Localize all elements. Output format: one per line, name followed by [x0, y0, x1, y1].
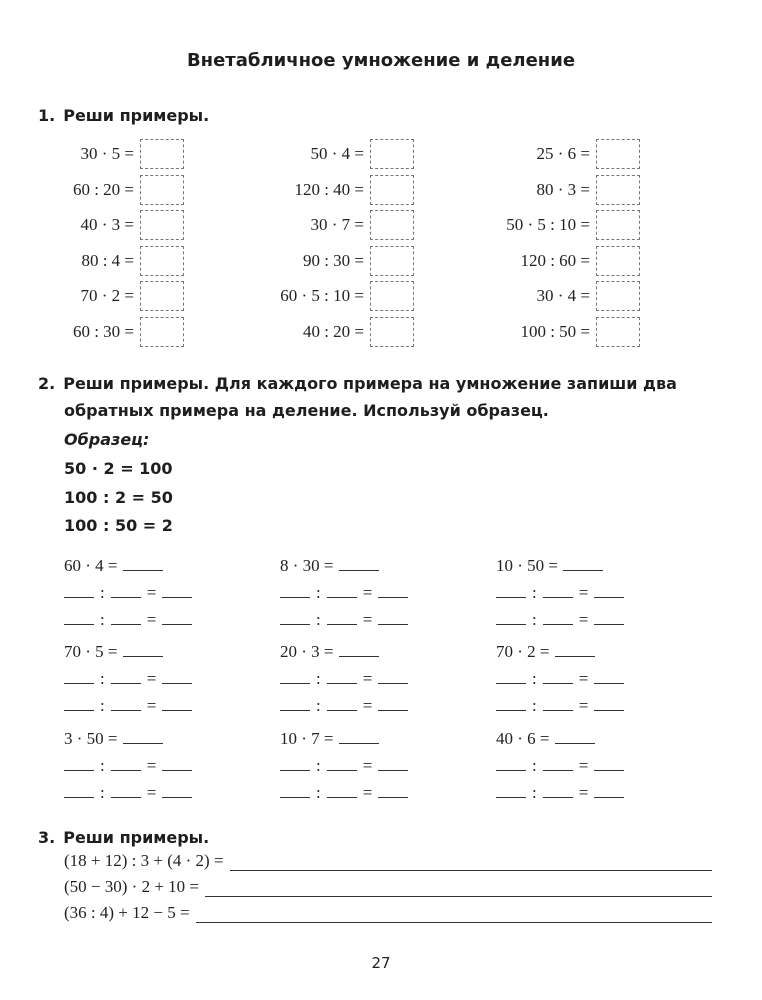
- task3-number: 3.: [38, 828, 56, 847]
- equals-sign: =: [578, 696, 589, 715]
- task1-expression: 50 · 5 : 10 =: [506, 215, 590, 234]
- page-title: Внетабличное умножение и деление: [186, 50, 576, 71]
- answer-blank[interactable]: [378, 756, 408, 771]
- task2-division-line: [64, 669, 192, 689]
- answer-blank[interactable]: [280, 583, 310, 598]
- task1-example: [466, 209, 640, 241]
- task2-problem: [280, 729, 379, 749]
- colon-sign: :: [316, 756, 321, 775]
- answer-blank[interactable]: [280, 756, 310, 771]
- answer-blank[interactable]: [64, 756, 94, 771]
- task2-problem: [496, 556, 603, 576]
- answer-blank[interactable]: [111, 610, 141, 625]
- task2-expression: 8 · 30 =: [280, 556, 334, 575]
- task1-example: [240, 280, 414, 312]
- answer-line[interactable]: [230, 856, 712, 871]
- answer-blank[interactable]: [594, 610, 624, 625]
- answer-box[interactable]: [370, 210, 414, 240]
- task1-example: [466, 174, 640, 206]
- task1-example: [10, 245, 184, 277]
- sample-line-2: 100 : 2 = 50: [64, 488, 173, 507]
- answer-box[interactable]: [596, 281, 640, 311]
- answer-box[interactable]: [596, 246, 640, 276]
- answer-blank[interactable]: [555, 729, 595, 744]
- task2-expression: 3 · 50 =: [64, 729, 118, 748]
- task2-division-line: [64, 696, 192, 716]
- task2-problem: [64, 729, 163, 749]
- equals-sign: =: [362, 783, 373, 802]
- answer-box[interactable]: [140, 139, 184, 169]
- task1-instruction: Реши примеры.: [63, 106, 210, 125]
- task2-division-line: [280, 583, 408, 603]
- sample-label: Образец:: [64, 430, 150, 449]
- task2-expression: 60 · 4 =: [64, 556, 118, 575]
- answer-box[interactable]: [140, 317, 184, 347]
- task3-example: [64, 903, 712, 923]
- task2-division-line: [64, 583, 192, 603]
- answer-blank[interactable]: [64, 783, 94, 798]
- answer-box[interactable]: [140, 175, 184, 205]
- task2-expression: 70 · 5 =: [64, 642, 118, 661]
- colon-sign: :: [532, 583, 537, 602]
- answer-box[interactable]: [370, 281, 414, 311]
- answer-blank[interactable]: [563, 556, 603, 571]
- answer-blank[interactable]: [280, 610, 310, 625]
- task1-example: [466, 280, 640, 312]
- task2-division-line: [496, 669, 624, 689]
- task2-division-line: [280, 756, 408, 776]
- answer-box[interactable]: [140, 281, 184, 311]
- task2-division-line: [280, 669, 408, 689]
- colon-sign: :: [100, 583, 105, 602]
- colon-sign: :: [316, 610, 321, 629]
- answer-blank[interactable]: [123, 556, 163, 571]
- sample-line-3: 100 : 50 = 2: [64, 516, 173, 535]
- task1-example: [240, 174, 414, 206]
- answer-line[interactable]: [196, 908, 712, 923]
- task2-division-line: [64, 610, 192, 630]
- colon-sign: :: [100, 669, 105, 688]
- task2-problem: [496, 729, 595, 749]
- task2-problem: [496, 642, 595, 662]
- colon-sign: :: [100, 783, 105, 802]
- answer-blank[interactable]: [496, 756, 526, 771]
- answer-box[interactable]: [370, 139, 414, 169]
- task3-instruction: Реши примеры.: [63, 828, 210, 847]
- colon-sign: :: [532, 783, 537, 802]
- colon-sign: :: [100, 696, 105, 715]
- colon-sign: :: [532, 696, 537, 715]
- task1-example: [240, 138, 414, 170]
- answer-blank[interactable]: [162, 783, 192, 798]
- answer-blank[interactable]: [378, 583, 408, 598]
- answer-blank[interactable]: [594, 669, 624, 684]
- answer-box[interactable]: [596, 139, 640, 169]
- answer-blank[interactable]: [496, 783, 526, 798]
- equals-sign: =: [146, 669, 157, 688]
- task1-expression: 50 · 4 =: [310, 144, 364, 163]
- task2-division-line: [280, 696, 408, 716]
- task1-expression: 120 : 40 =: [294, 179, 364, 199]
- answer-blank[interactable]: [64, 610, 94, 625]
- colon-sign: :: [100, 756, 105, 775]
- task3-heading: [38, 828, 209, 847]
- task2-heading: [38, 374, 677, 393]
- answer-box[interactable]: [596, 317, 640, 347]
- answer-box[interactable]: [596, 175, 640, 205]
- equals-sign: =: [362, 756, 373, 775]
- answer-blank[interactable]: [543, 669, 573, 684]
- answer-blank[interactable]: [327, 783, 357, 798]
- task1-expression: 100 : 50 =: [520, 321, 590, 341]
- task1-expression: 60 · 5 : 10 =: [280, 286, 364, 305]
- task2-problem: [280, 642, 379, 662]
- task2-number: 2.: [38, 374, 56, 393]
- task2-expression: 20 · 3 =: [280, 642, 334, 661]
- equals-sign: =: [146, 756, 157, 775]
- task1-example: [10, 138, 184, 170]
- task3-expression: (18 + 12) : 3 + (4 · 2) =: [64, 851, 224, 870]
- equals-sign: =: [362, 696, 373, 715]
- task1-expression: 30 · 7 =: [310, 215, 364, 234]
- colon-sign: :: [316, 783, 321, 802]
- colon-sign: :: [316, 696, 321, 715]
- answer-blank[interactable]: [111, 696, 141, 711]
- task2-expression: 70 · 2 =: [496, 642, 550, 661]
- equals-sign: =: [146, 696, 157, 715]
- task2-expression: 10 · 50 =: [496, 556, 558, 575]
- colon-sign: :: [532, 669, 537, 688]
- task1-expression: 25 · 6 =: [536, 144, 590, 163]
- task3-expression: (36 : 4) + 12 − 5 =: [64, 903, 190, 922]
- answer-blank[interactable]: [594, 756, 624, 771]
- answer-blank[interactable]: [555, 642, 595, 657]
- equals-sign: =: [146, 610, 157, 629]
- task1-example: [240, 316, 414, 348]
- task1-expression: 40 · 3 =: [80, 215, 134, 234]
- task1-number: 1.: [38, 106, 56, 125]
- answer-blank[interactable]: [378, 669, 408, 684]
- answer-blank[interactable]: [162, 669, 192, 684]
- answer-blank[interactable]: [339, 556, 379, 571]
- answer-box[interactable]: [370, 246, 414, 276]
- answer-blank[interactable]: [162, 696, 192, 711]
- answer-blank[interactable]: [123, 642, 163, 657]
- task2-division-line: [496, 610, 624, 630]
- answer-blank[interactable]: [496, 669, 526, 684]
- answer-box[interactable]: [596, 210, 640, 240]
- answer-blank[interactable]: [543, 583, 573, 598]
- answer-blank[interactable]: [327, 583, 357, 598]
- task1-example: [240, 245, 414, 277]
- answer-blank[interactable]: [339, 729, 379, 744]
- task1-example: [10, 280, 184, 312]
- task1-expression: 30 · 4 =: [536, 286, 590, 305]
- answer-line[interactable]: [205, 882, 712, 897]
- task1-heading: [38, 106, 209, 125]
- answer-blank[interactable]: [162, 756, 192, 771]
- answer-blank[interactable]: [64, 696, 94, 711]
- task2-division-line: [496, 783, 624, 803]
- task1-example: [466, 316, 640, 348]
- task1-example: [10, 209, 184, 241]
- equals-sign: =: [146, 783, 157, 802]
- task2-division-line: [496, 696, 624, 716]
- task2-division-line: [496, 756, 624, 776]
- answer-blank[interactable]: [280, 783, 310, 798]
- task1-expression: 120 : 60 =: [520, 250, 590, 270]
- equals-sign: =: [578, 610, 589, 629]
- task1-expression: 70 · 2 =: [80, 286, 134, 305]
- task1-example: [10, 174, 184, 206]
- task2-division-line: [64, 783, 192, 803]
- equals-sign: =: [362, 583, 373, 602]
- colon-sign: :: [532, 756, 537, 775]
- answer-blank[interactable]: [496, 583, 526, 598]
- answer-blank[interactable]: [543, 783, 573, 798]
- answer-blank[interactable]: [111, 783, 141, 798]
- answer-blank[interactable]: [327, 696, 357, 711]
- answer-blank[interactable]: [111, 669, 141, 684]
- task2-division-line: [496, 583, 624, 603]
- answer-blank[interactable]: [496, 696, 526, 711]
- answer-blank[interactable]: [543, 756, 573, 771]
- answer-blank[interactable]: [496, 610, 526, 625]
- task3-example: [64, 851, 712, 871]
- answer-blank[interactable]: [378, 783, 408, 798]
- task2-problem: [280, 556, 379, 576]
- answer-blank[interactable]: [543, 696, 573, 711]
- equals-sign: =: [578, 669, 589, 688]
- answer-blank[interactable]: [543, 610, 573, 625]
- task2-problem: [64, 642, 163, 662]
- answer-blank[interactable]: [280, 696, 310, 711]
- task1-expression: 80 · 3 =: [536, 179, 590, 199]
- equals-sign: =: [362, 669, 373, 688]
- task2-division-line: [64, 756, 192, 776]
- answer-blank[interactable]: [594, 583, 624, 598]
- answer-blank[interactable]: [64, 583, 94, 598]
- answer-blank[interactable]: [280, 669, 310, 684]
- equals-sign: =: [578, 583, 589, 602]
- answer-blank[interactable]: [339, 642, 379, 657]
- task2-instruction-line1: Реши примеры. Для каждого примера на умножение запиши два: [63, 374, 677, 393]
- task2-division-line: [280, 610, 408, 630]
- equals-sign: =: [362, 610, 373, 629]
- answer-blank[interactable]: [594, 783, 624, 798]
- sample-line-1: 50 · 2 = 100: [64, 459, 173, 478]
- answer-blank[interactable]: [64, 669, 94, 684]
- task2-expression: 40 · 6 =: [496, 729, 550, 748]
- answer-blank[interactable]: [111, 756, 141, 771]
- answer-box[interactable]: [370, 317, 414, 347]
- answer-blank[interactable]: [162, 610, 192, 625]
- task1-example: [10, 316, 184, 348]
- colon-sign: :: [316, 669, 321, 688]
- task1-example: [240, 209, 414, 241]
- answer-blank[interactable]: [162, 583, 192, 598]
- task2-instruction-line2: обратных примера на деление. Используй образец.: [64, 401, 549, 420]
- answer-blank[interactable]: [594, 696, 624, 711]
- task1-expression: 30 · 5 =: [80, 144, 134, 163]
- answer-blank[interactable]: [111, 583, 141, 598]
- task1-expression: 60 : 30 =: [72, 321, 134, 341]
- answer-blank[interactable]: [327, 610, 357, 625]
- page-number: 27: [371, 954, 391, 972]
- task1-example: [466, 138, 640, 170]
- task1-example: [466, 245, 640, 277]
- colon-sign: :: [532, 610, 537, 629]
- task2-problem: [64, 556, 163, 576]
- answer-box[interactable]: [370, 175, 414, 205]
- answer-box[interactable]: [140, 210, 184, 240]
- colon-sign: :: [316, 583, 321, 602]
- answer-blank[interactable]: [327, 669, 357, 684]
- task1-expression: 60 : 20 =: [72, 179, 134, 199]
- task2-expression: 10 · 7 =: [280, 729, 334, 748]
- task2-division-line: [280, 783, 408, 803]
- answer-box[interactable]: [140, 246, 184, 276]
- answer-blank[interactable]: [123, 729, 163, 744]
- task1-expression: 40 : 20 =: [302, 321, 364, 341]
- answer-blank[interactable]: [378, 696, 408, 711]
- colon-sign: :: [100, 610, 105, 629]
- answer-blank[interactable]: [378, 610, 408, 625]
- equals-sign: =: [578, 783, 589, 802]
- task1-expression: 90 : 30 =: [302, 250, 364, 270]
- equals-sign: =: [578, 756, 589, 775]
- task3-expression: (50 − 30) · 2 + 10 =: [64, 877, 199, 896]
- task3-example: [64, 877, 712, 897]
- answer-blank[interactable]: [327, 756, 357, 771]
- task1-expression: 80 : 4 =: [81, 250, 134, 270]
- equals-sign: =: [146, 583, 157, 602]
